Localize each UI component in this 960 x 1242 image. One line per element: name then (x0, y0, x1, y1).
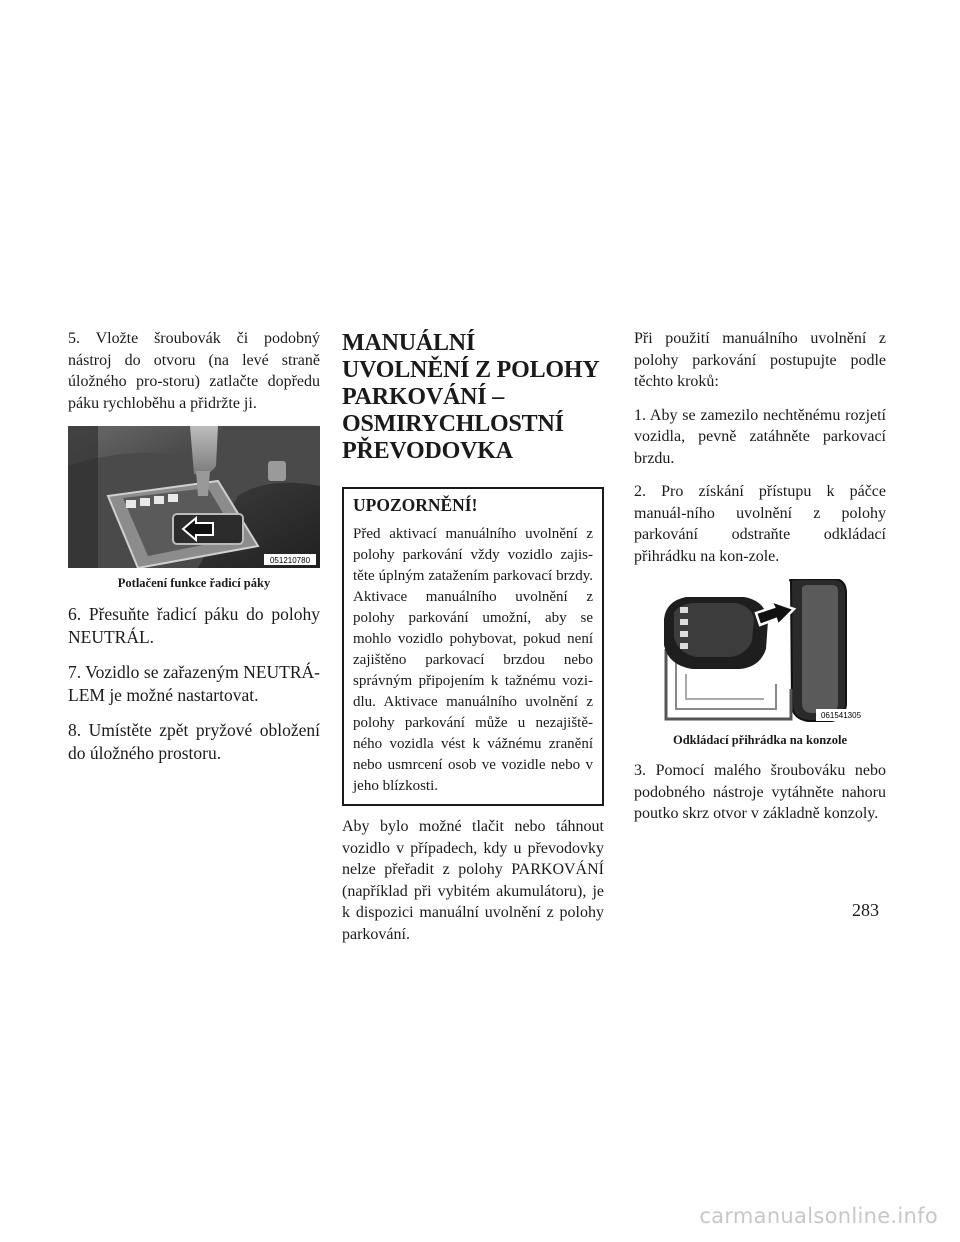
right-column (634, 328, 886, 837)
middle-column (342, 328, 604, 957)
console-bin-illustration (656, 579, 868, 725)
warning-box (342, 487, 604, 806)
step-3-text: 3. Pomocí malého šroubováku nebo podobného nástroje vytáhněte nahoru poutko skrz otvor v základně konzoly. (634, 762, 886, 822)
figure-caption: Potlačení funkce řadicí páky (117, 576, 271, 590)
step-6-text: 6. Přesuňte řadicí páku do polohy NEUTRÁL. (68, 604, 320, 647)
watermark: carmanualsonline.info (699, 1204, 938, 1228)
section-heading: MANUÁLNÍ UVOLNĚNÍ Z POLOHY PARKOVÁNÍ – OSMIRYCHLOSTNÍ PŘEVODOVKA (342, 330, 599, 464)
step-1-text: 1. Aby se zamezilo nechtěnému rozjetí vozidla, pevně zatáhněte parkovací brzdu. (634, 406, 886, 467)
figure-code: 051210780 (269, 556, 311, 565)
shifter-console-photo (68, 426, 320, 568)
step-2-text: 2. Pro získání přístupu k páčce manuál-ního uvolnění z polohy parkování odstraňte odkládací přihrádku na kon-zole. (634, 483, 886, 565)
figure-caption: Odkládací přihrádka na konzole (673, 733, 847, 747)
figure-console-bin (656, 579, 886, 725)
warning-title: UPOZORNĚNÍ! (353, 495, 478, 515)
page-number: 283 (852, 900, 879, 920)
step-5-text: 5. Vložte šroubovák či podobný nástroj do otvoru (na levé straně úložného pro-storu) zatlačte dopředu páku rychloběhu a přidržte ji. (68, 330, 320, 412)
step-7-text: 7. Vozidlo se zařazeným NEUTRÁ-LEM je možné nastartovat. (68, 662, 320, 705)
figure-code: 061541305 (820, 711, 862, 720)
manual-release-paragraph: Aby bylo možné tlačit nebo táhnout vozidlo v případech, kdy u převodovky nelze přeřadit z polohy PARKOVÁNÍ (například při vybitém akumulátoru), je k dispozici manuální uvolnění z polohy parkování. (342, 818, 604, 943)
warning-text: Před aktivací manuálního uvolnění z polohy parkování vždy vozidlo zajis-těte úplným zatažením parkovací brzdy. Aktivace manuálního uvolnění z polohy parkování umožní, aby se mohlo vozidlo pohybovat, pokud není zajištěno parkovací brzdou nebo správným připojením k tažnému vozi-dlu. Aktivace manuálního uvolnění z polohy parkování může u nezajiště-ného vozidla vést k vážnému zranění nebo usmrcení osob ve vozidle nebo v jeho blízkosti. (353, 526, 593, 794)
intro-text: Při použití manuálního uvolnění z polohy parkování postupujte podle těchto kroků: (634, 330, 886, 390)
left-column (68, 328, 320, 777)
figure-shifter-override (68, 426, 320, 568)
step-8-text: 8. Umístěte zpět pryžové obložení do úložného prostoru. (68, 720, 320, 763)
